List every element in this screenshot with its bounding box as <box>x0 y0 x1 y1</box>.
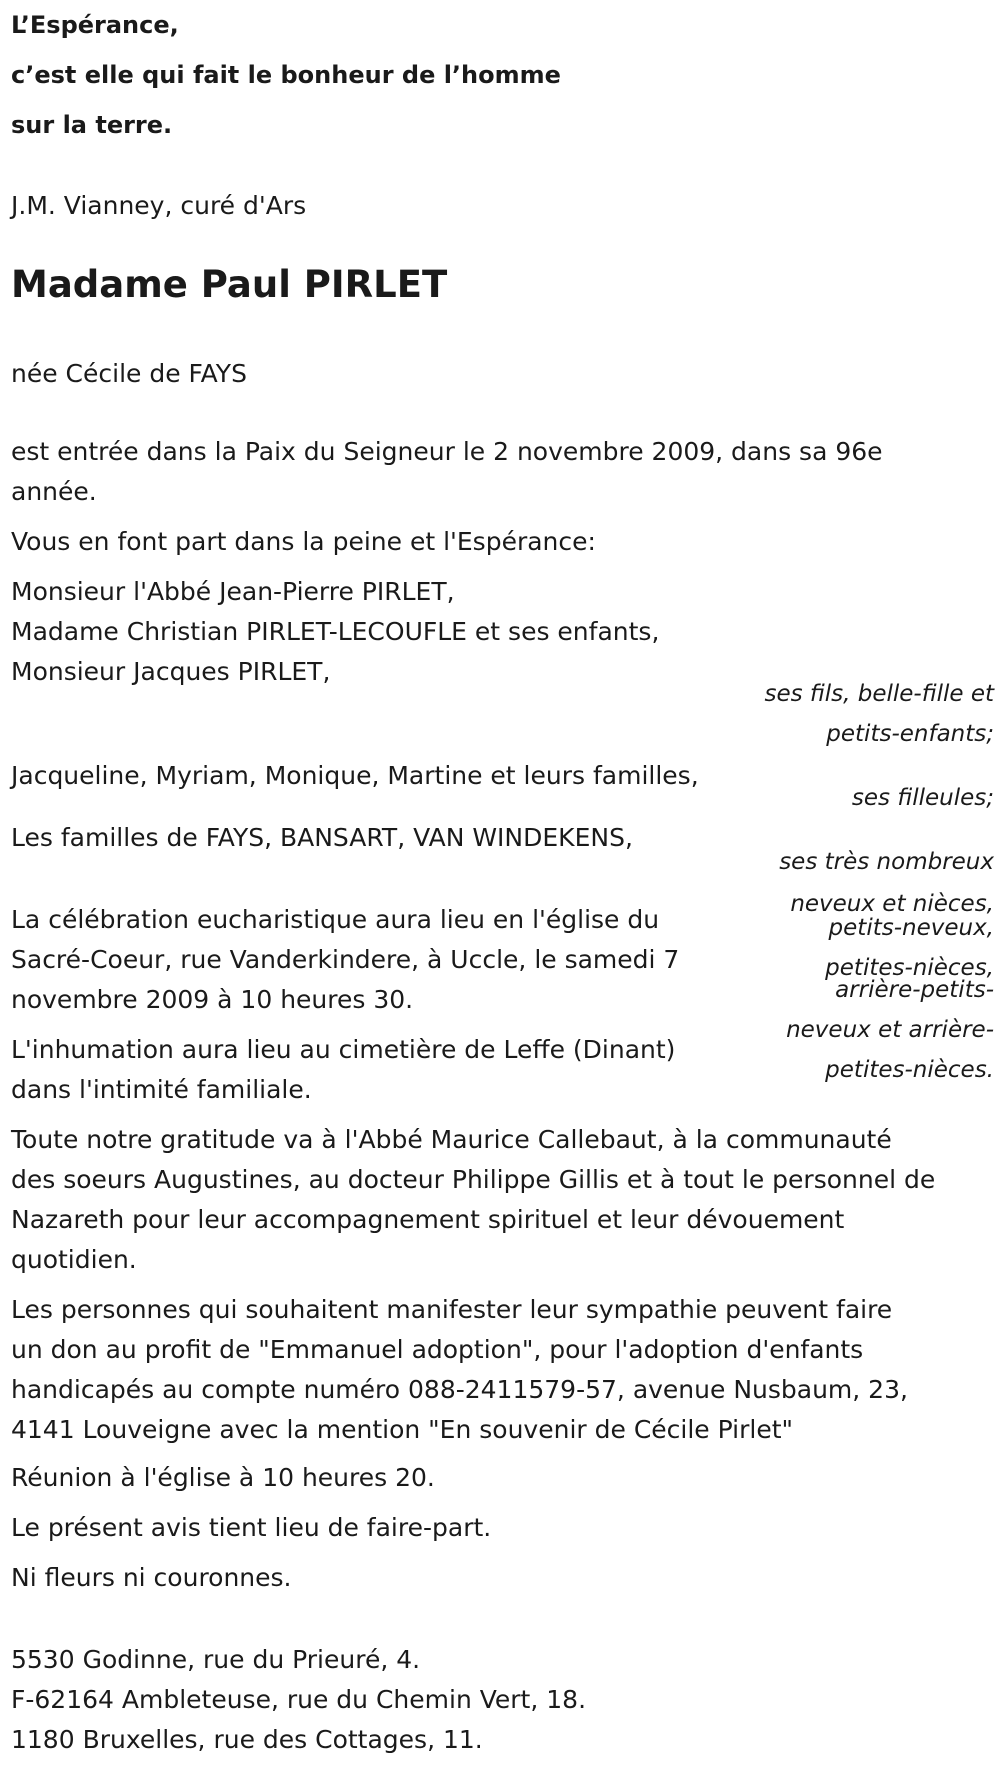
families: Les familles de FAYS, BANSART, VAN WINDEKENS, <box>11 823 633 852</box>
address-3: 1180 Bruxelles, rue des Cottages, 11. <box>11 1725 483 1754</box>
goddaughters-relation: ses filleules; <box>851 785 994 811</box>
burial-line-1: L'inhumation aura lieu au cimetière de Leffe (Dinant) <box>11 1035 676 1064</box>
meeting-note: Réunion à l'église à 10 heures 20. <box>11 1463 435 1492</box>
families-relation-4: petites-nièces, <box>825 955 994 981</box>
address-1: 5530 Godinne, rue du Prieuré, 4. <box>11 1645 421 1674</box>
families-relation-5: arrière-petits- <box>835 977 994 1003</box>
quote-line-2: c’est elle qui fait le bonheur de l’homme <box>11 61 561 89</box>
families-relation-1: ses très nombreux <box>779 849 994 875</box>
maiden-name: née Cécile de FAYS <box>11 359 247 388</box>
donation-line-4: 4141 Louveigne avec la mention "En souvenir de Cécile Pirlet" <box>11 1415 793 1444</box>
children-relation-1: ses fils, belle-fille et <box>764 681 994 707</box>
donation-line-1: Les personnes qui souhaitent manifester leur sympathie peuvent faire <box>11 1295 893 1324</box>
address-2: F-62164 Ambleteuse, rue du Chemin Vert, 18. <box>11 1685 587 1714</box>
flowers-note: Ni fleurs ni couronnes. <box>11 1563 292 1592</box>
families-relation-7: petites-nièces. <box>825 1057 994 1083</box>
quote-author: J.M. Vianney, curé d'Ars <box>11 191 307 220</box>
celebration-line-1: La célébration eucharistique aura lieu en l'église du <box>11 905 660 934</box>
donation-line-2: un don au profit de "Emmanuel adoption", pour l'adoption d'enfants <box>11 1335 864 1364</box>
quote-line-3: sur la terre. <box>11 111 173 139</box>
families-relation-3: petits-neveux, <box>828 915 994 941</box>
death-line-2: année. <box>11 477 97 506</box>
celebration-line-3: novembre 2009 à 10 heures 30. <box>11 985 414 1014</box>
families-relation-2: neveux et nièces, <box>790 891 994 917</box>
family-child-2: Madame Christian PIRLET-LECOUFLE et ses enfants, <box>11 617 660 646</box>
quote-line-1: L’Espérance, <box>11 11 179 39</box>
family-child-1: Monsieur l'Abbé Jean-Pierre PIRLET, <box>11 577 455 606</box>
celebration-line-2: Sacré-Coeur, rue Vanderkindere, à Uccle, le samedi 7 <box>11 945 680 974</box>
deceased-name: Madame Paul PIRLET <box>11 263 448 306</box>
notice-note: Le présent avis tient lieu de faire-part. <box>11 1513 492 1542</box>
gratitude-line-4: quotidien. <box>11 1245 137 1274</box>
death-line-1: est entrée dans la Paix du Seigneur le 2 novembre 2009, dans sa 96e <box>11 437 883 466</box>
announcement: Vous en font part dans la peine et l'Espérance: <box>11 527 596 556</box>
family-child-3: Monsieur Jacques PIRLET, <box>11 657 331 686</box>
burial-line-2: dans l'intimité familiale. <box>11 1075 312 1104</box>
goddaughters: Jacqueline, Myriam, Monique, Martine et leurs familles, <box>11 761 699 790</box>
gratitude-line-2: des soeurs Augustines, au docteur Philippe Gillis et à tout le personnel de <box>11 1165 936 1194</box>
families-relation-6: neveux et arrière- <box>786 1017 994 1043</box>
donation-line-3: handicapés au compte numéro 088-2411579-57, avenue Nusbaum, 23, <box>11 1375 908 1404</box>
gratitude-line-3: Nazareth pour leur accompagnement spirituel et leur dévouement <box>11 1205 845 1234</box>
gratitude-line-1: Toute notre gratitude va à l'Abbé Maurice Callebaut, à la communauté <box>11 1125 892 1154</box>
children-relation-2: petits-enfants; <box>826 721 994 747</box>
